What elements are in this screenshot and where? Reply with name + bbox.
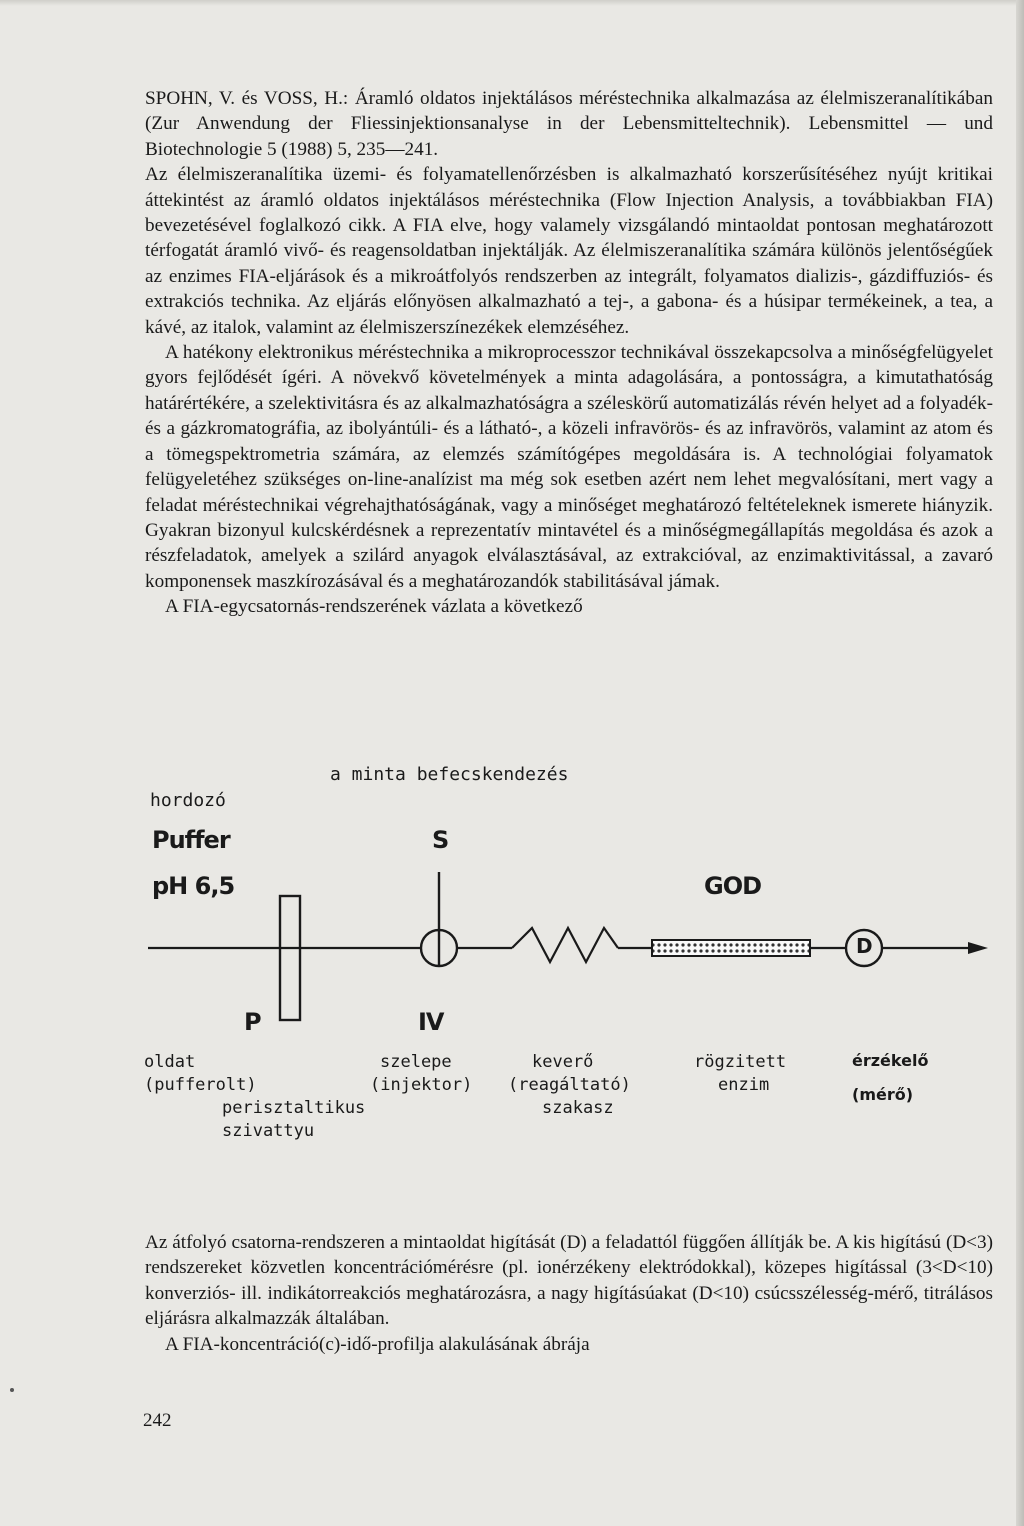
valve-iv-label: IV bbox=[418, 1008, 444, 1036]
sample-s-label: S bbox=[432, 826, 449, 854]
peristaltic-label: perisztaltikus bbox=[222, 1098, 366, 1118]
detector-d-label: D bbox=[856, 934, 873, 958]
closing-text-block bbox=[145, 1230, 993, 1357]
injection-label: a minta befecskendezés bbox=[330, 764, 569, 785]
carrier-label: hordozó bbox=[150, 790, 226, 811]
enzyme-label: enzim bbox=[718, 1075, 770, 1095]
page-number: 242 bbox=[143, 1410, 172, 1431]
body-paragraph-3: A FIA-egycsatornás-rendszerének vázlata a következő bbox=[165, 596, 583, 618]
pump-p-label: P bbox=[244, 1008, 261, 1036]
reference-authors: SPOHN, V. és VOSS, H.: bbox=[145, 88, 349, 109]
detector-label: érzékelő bbox=[852, 1051, 929, 1070]
reactor-label: (reagáltató) bbox=[508, 1075, 631, 1095]
page-right-edge bbox=[1016, 0, 1024, 1526]
meter-label: (mérő) bbox=[852, 1085, 914, 1104]
reference-entry bbox=[145, 86, 993, 162]
mixer-label: keverő bbox=[532, 1052, 594, 1072]
flow-arrow-head bbox=[968, 942, 988, 954]
valve-label: szelepe bbox=[380, 1052, 452, 1072]
buffer-label: Puffer bbox=[152, 826, 230, 854]
body-paragraph-1: Az élelmiszeranalítika üzemi- és folyamatellenőrzésben is alkalmazható korszerűsítéséhez nyújt kritikai áttekintést az áramló oldatos injektálásos méréstechnika (Flow Injection Analysis, a továbbiakban FIA) bevezetésével foglalkozó cikk. A FIA elve, hogy valamely vizsgálandó mintaoldat pontosan meghatározott térfogatát áramló vivő- és reagensoldatban injektálják. Az élelmiszeranalítika számára különös jelentőségűek az enzimes FIA-eljárások és a mikroátfolyós rendszerben az integrált, folyamatos dializis-, gázdiffuziós- és extrakciós technika. Az eljárás előnyösen alkalmazható a tej-, a gabona- és a húsipar termékeinek, a tea, a kávé, az italok, valamint az élelmiszerszínezékek elemzéséhez. bbox=[145, 164, 993, 338]
body-paragraph-2: A hatékony elektronikus méréstechnika a mikroprocesszor technikával összekapcsolva a minőségfelügyelet gyors fejlődését ígéri. A növekvő követelmények a minta adagolására, a pontosságra, a kimutathatóság határértékére, a szelektivitásra és az alkalmazhatóságra a széleskörű automatizálás révén helyet ad a folyadék- és a gázkromatográfia, az ibolyántúli- és a látható-, a közeli infravörös- és az infravörös, valamint az atom és a tömegspektrometria számára, az elemzés számítógépes megoldására is. A technológiai folyamatok felügyeletéhez szükséges on-line-analízist ma még sok esetben azért nem lehet megvalósítani, mert vagy a feladat méréstechnikai végrehajthatóságának, vagy a minőséget meghatározó feltételeknek ismerete hiányzik. Gyakran bizonyul kulcskérdésnek a reprezentatív mintavétel és a minőségmegállapítás megoldása és azok a részfeladatok, amelyek a szilárd anyagok elválasztásával, az extrakcióval, az enzimaktivitással, a zavaró komponensek maszkírozásával és a meghatározandók stabilitásával jámak. bbox=[145, 342, 993, 592]
mixing-coil bbox=[512, 928, 618, 962]
reference-citation: Áramló oldatos injektálásos méréstechnika alkalmazása az élelmiszeranalítikában (Zur Anwendung der Fliessinjektionsanalyse in der Lebensmitteltechnik). Lebensmittel — und Biotechnologie 5 (1988) 5, 235—241. bbox=[145, 88, 993, 160]
injector-label: (injektor) bbox=[370, 1075, 473, 1095]
solution-label: oldat bbox=[144, 1052, 196, 1072]
pump-rect bbox=[280, 896, 300, 1020]
ph-label: pH 6,5 bbox=[152, 872, 235, 900]
closing-paragraph-2: A FIA-koncentráció(c)-idő-profilja alakulásának ábrája bbox=[165, 1333, 590, 1355]
section-label: szakasz bbox=[542, 1098, 614, 1118]
immobilized-label: rögzitett bbox=[694, 1052, 787, 1072]
page-top-edge bbox=[0, 0, 1024, 6]
stray-mark bbox=[10, 1388, 14, 1392]
buffered-label: (pufferolt) bbox=[144, 1075, 257, 1095]
main-text-block bbox=[145, 86, 993, 620]
fia-diagram bbox=[140, 750, 1000, 1150]
pump-label: szivattyu bbox=[222, 1121, 315, 1141]
god-label: GOD bbox=[704, 872, 762, 900]
enzyme-reactor bbox=[652, 940, 810, 956]
closing-paragraph-1: Az átfolyó csatorna-rendszeren a mintaoldat higítását (D) a feladattól függően állítják be. A kis higítású (D<3) rendszereket közvetlen koncentrációmérésre (pl. ionérzékeny elektródokkal), közepes higítással (3<D<10) konverziós- ill. indikátorreakciós meghatározásra, a nagy higításúakat (D<10) csúcsszélesség-mérő, titrálásos eljárásra alkalmazzák általában. bbox=[145, 1232, 993, 1330]
